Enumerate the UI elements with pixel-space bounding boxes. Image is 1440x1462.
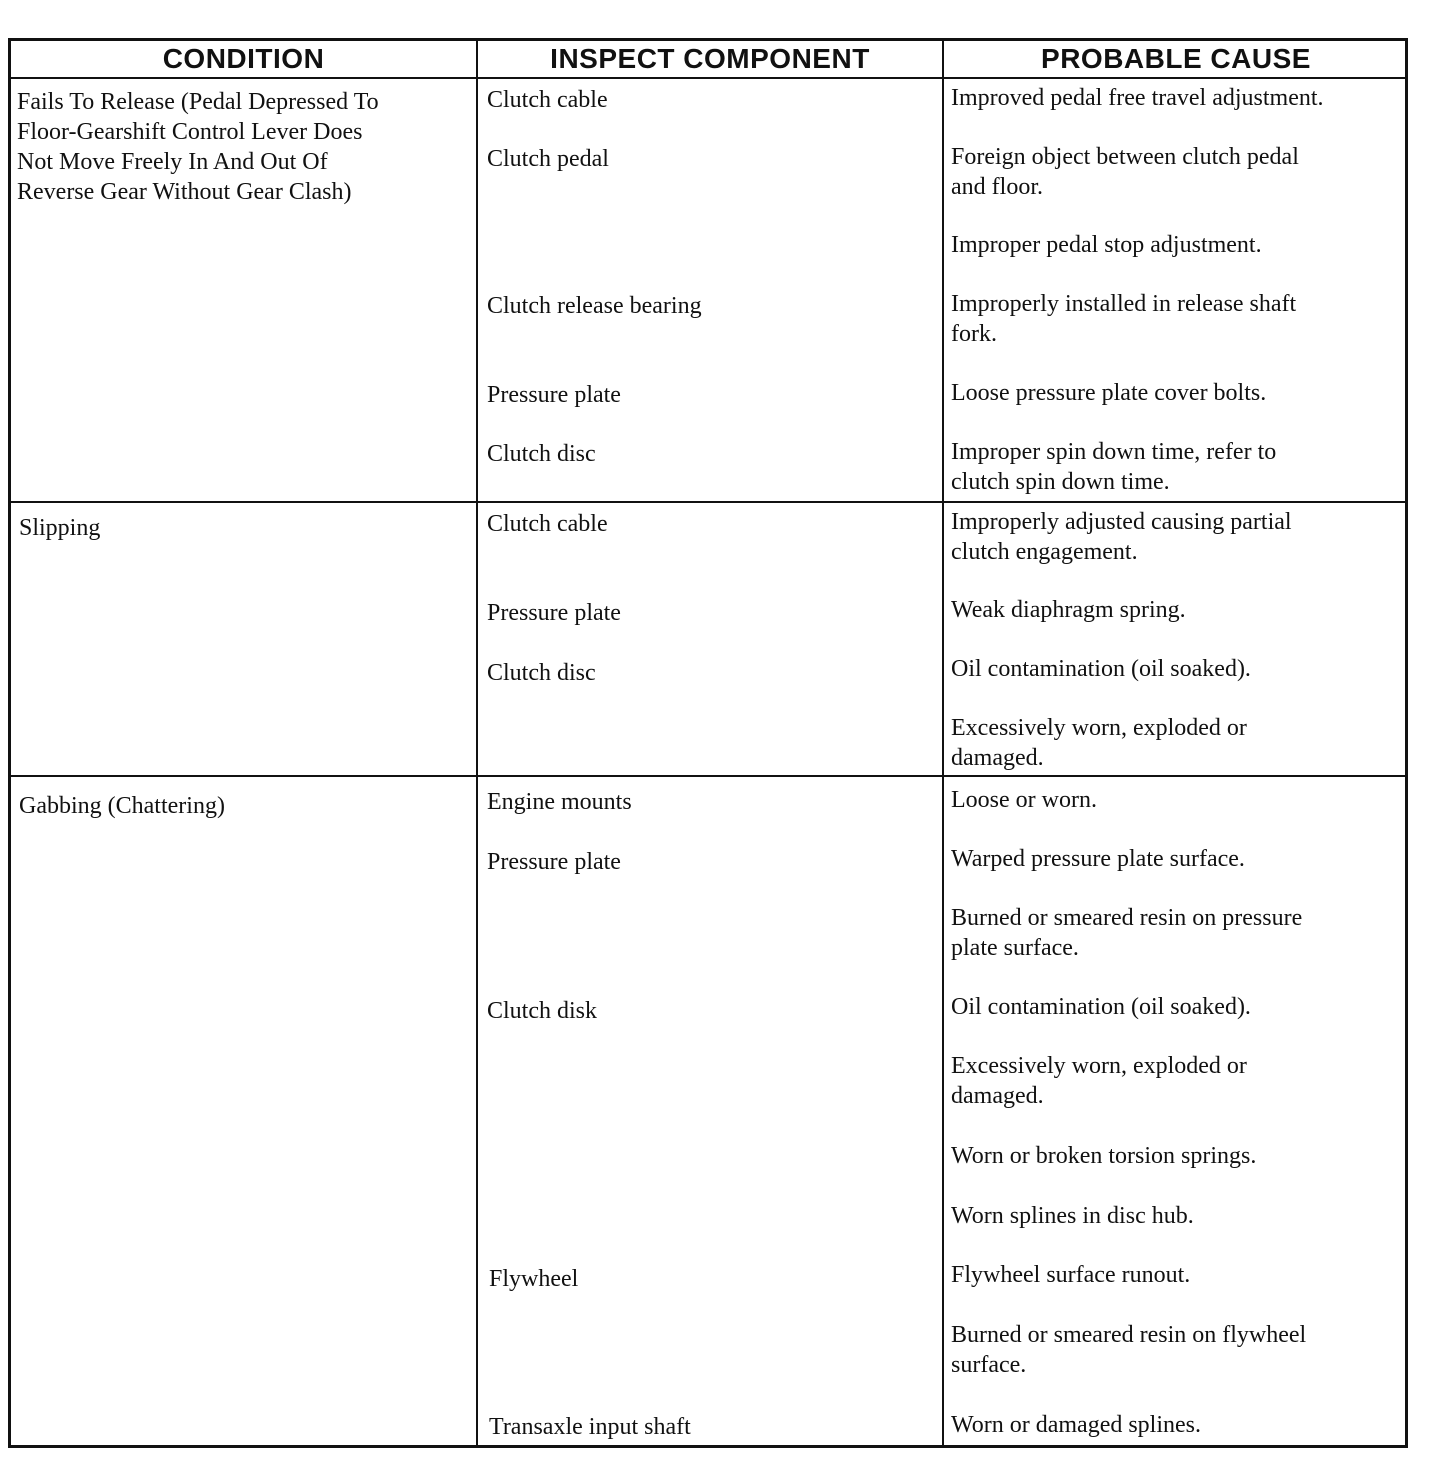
cause-cell: Excessively worn, exploded or damaged. xyxy=(951,1053,1247,1109)
row-divider xyxy=(11,501,1405,503)
component-cell: Pressure plate xyxy=(487,382,621,408)
cause-cell: Loose pressure plate cover bolts. xyxy=(951,380,1267,406)
cause-cell: Improved pedal free travel adjustment. xyxy=(951,85,1324,111)
component-cell: Clutch cable xyxy=(487,511,608,537)
cause-cell: Worn or damaged splines. xyxy=(951,1412,1202,1438)
cause-cell: Worn splines in disc hub. xyxy=(951,1203,1194,1229)
cause-cell: Excessively worn, exploded or damaged. xyxy=(951,715,1247,771)
row-divider xyxy=(11,775,1405,777)
header-probable-cause: PROBABLE CAUSE xyxy=(1041,43,1311,74)
troubleshooting-table xyxy=(8,38,1408,1448)
component-cell: Clutch cable xyxy=(487,87,608,113)
cause-cell: Flywheel surface runout. xyxy=(951,1262,1191,1288)
cause-cell: Improperly adjusted causing partial clutch engagement. xyxy=(951,509,1292,565)
cause-cell: Burned or smeared resin on flywheel surface. xyxy=(951,1322,1307,1378)
cause-cell: Improper spin down time, refer to clutch spin down time. xyxy=(951,439,1277,495)
column-divider xyxy=(942,41,944,1445)
component-cell: Engine mounts xyxy=(487,789,632,815)
cause-cell: Oil contamination (oil soaked). xyxy=(951,994,1251,1020)
cause-cell: Warped pressure plate surface. xyxy=(951,846,1245,872)
condition-cell: Slipping xyxy=(19,515,101,541)
cause-cell: Improper pedal stop adjustment. xyxy=(951,232,1262,258)
cause-cell: Foreign object between clutch pedal and floor. xyxy=(951,144,1299,200)
condition-cell: Fails To Release (Pedal Depressed To Floor-Gearshift Control Lever Does Not Move Freely In And Out Of Reverse Gear Without Gear Clash) xyxy=(17,89,379,205)
component-cell: Transaxle input shaft xyxy=(489,1414,691,1440)
component-cell: Clutch disk xyxy=(487,998,598,1024)
cause-cell: Burned or smeared resin on pressure plate surface. xyxy=(951,905,1303,961)
component-cell: Clutch disc xyxy=(487,441,596,467)
cause-cell: Oil contamination (oil soaked). xyxy=(951,656,1251,682)
header-condition: CONDITION xyxy=(162,43,325,74)
condition-cell: Gabbing (Chattering) xyxy=(19,793,225,819)
component-cell: Clutch disc xyxy=(487,660,596,686)
cause-cell: Improperly installed in release shaft fork. xyxy=(951,291,1297,347)
component-cell: Pressure plate xyxy=(487,849,621,875)
component-cell: Clutch pedal xyxy=(487,146,609,172)
cause-cell: Weak diaphragm spring. xyxy=(951,597,1186,623)
component-cell: Pressure plate xyxy=(487,600,621,626)
component-cell: Flywheel xyxy=(489,1266,579,1292)
cause-cell: Loose or worn. xyxy=(951,787,1097,813)
header-divider xyxy=(11,77,1405,79)
component-cell: Clutch release bearing xyxy=(487,293,702,319)
header-inspect-component: INSPECT COMPONENT xyxy=(550,43,870,74)
column-divider xyxy=(476,41,478,1445)
cause-cell: Worn or broken torsion springs. xyxy=(951,1143,1257,1169)
